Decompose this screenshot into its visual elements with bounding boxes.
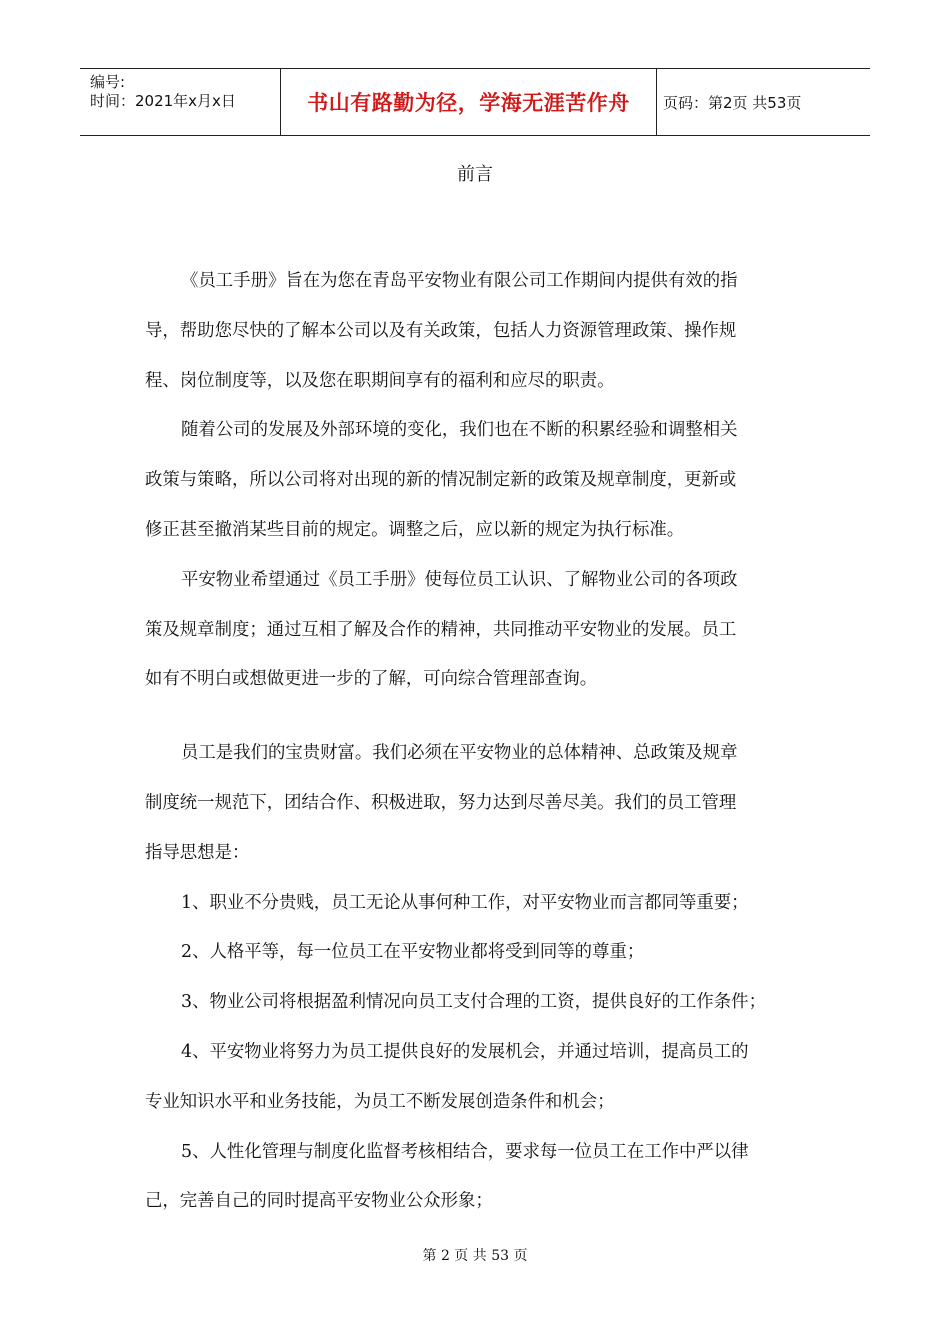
header-motto: 书山有路勤为径，学海无涯苦作舟 xyxy=(281,69,657,135)
paragraph-line: 制度统一规范下，团结合作、积极进取，努力达到尽善尽美。我们的员工管理 xyxy=(145,792,737,813)
paragraph-line: 如有不明白或想做更进一步的了解，可向综合管理部查询。 xyxy=(145,669,598,690)
list-item: 2、人格平等，每一位员工在平安物业都将受到同等的尊重； xyxy=(181,942,645,963)
document-body xyxy=(145,257,805,1227)
list-item: 4、平安物业将努力为员工提供良好的发展机会，并通过培训，提高员工的 xyxy=(181,1041,749,1062)
list-item: 1、职业不分贵贱，员工无论从事何种工作，对平安物业而言都同等重要； xyxy=(181,892,749,913)
paragraph-line: 指导思想是： xyxy=(145,842,250,863)
page-title: 前言 xyxy=(457,164,493,185)
paragraph-line: 程、岗位制度等，以及您在职期间享有的福利和应尽的职责。 xyxy=(145,370,615,391)
list-item-continuation: 己，完善自己的同时提高平安物业公众形象； xyxy=(145,1191,493,1212)
paragraph-line: 修正甚至撤消某些目前的规定。调整之后，应以新的规定为执行标准。 xyxy=(145,519,685,540)
header-meta-cell xyxy=(80,69,281,135)
paragraph-line: 员工是我们的宝贵财富。我们必须在平安物业的总体精神、总政策及规章 xyxy=(181,743,738,764)
document-date: 时间：2021年x月x日 xyxy=(90,92,236,110)
paragraph-line: 导，帮助您尽快的了解本公司以及有关政策，包括人力资源管理政策、操作规 xyxy=(145,320,737,341)
paragraph-line: 随着公司的发展及外部环境的变化，我们也在不断的积累经验和调整相关 xyxy=(181,420,738,441)
list-item: 3、物业公司将根据盈利情况向员工支付合理的工资，提供良好的工作条件； xyxy=(181,992,766,1013)
paragraph-line: 平安物业希望通过《员工手册》使每位员工认识、了解物业公司的各项政 xyxy=(181,569,738,590)
header-page-number: 页码：第2页 共53页 xyxy=(663,93,802,112)
paragraph-gap xyxy=(145,705,805,729)
paragraph-line: 政策与策略，所以公司将对出现的新的情况制定新的政策及规章制度，更新或 xyxy=(145,470,737,491)
page-footer: 第 2 页 共 53 页 xyxy=(422,1248,528,1264)
page-header xyxy=(80,68,870,136)
paragraph-line: 策及规章制度；通过互相了解及合作的精神，共同推动平安物业的发展。员工 xyxy=(145,619,737,640)
list-item-continuation: 专业知识水平和业务技能，为员工不断发展创造条件和机会； xyxy=(145,1091,615,1112)
paragraph-line: 《员工手册》旨在为您在青岛平安物业有限公司工作期间内提供有效的指 xyxy=(181,271,738,291)
list-item: 5、人性化管理与制度化监督考核相结合，要求每一位员工在工作中严以律 xyxy=(181,1141,749,1162)
document-number-label: 编号: xyxy=(90,73,126,91)
